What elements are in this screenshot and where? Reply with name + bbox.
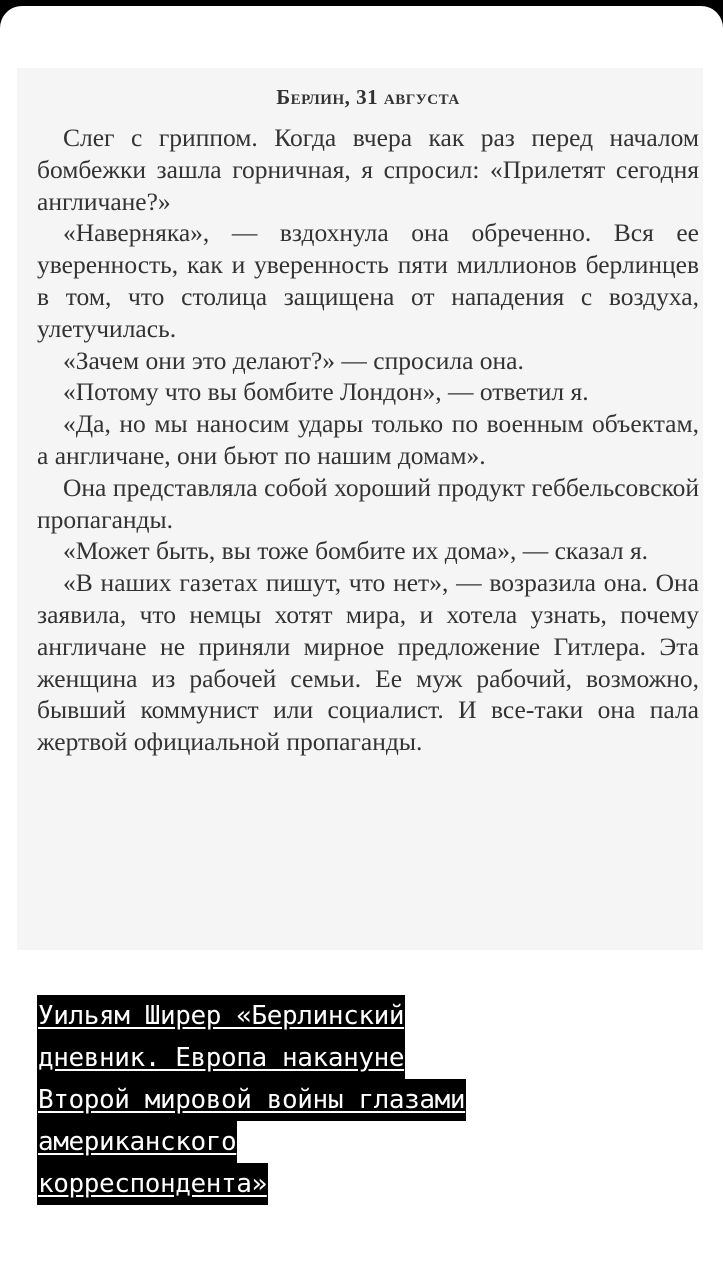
paragraph: «Наверняка», — вздохнула она обреченно. Вся ее уверенность, как и уверенность пяти миллионов берлинцев в том, что столица защищена от нападения с воздуха, улетучилась. <box>37 218 699 343</box>
caption-line: Уильям Ширер «Берлинский <box>37 995 405 1037</box>
page-heading: Берлин, 31 августа <box>276 85 460 109</box>
paragraph: Слег с гриппом. Когда вчера как раз перед началом бомбежки зашла горничная, я спросил: «Прилетят сегодня англичане?» <box>37 123 699 216</box>
caption-line: дневник. Европа накануне <box>37 1037 405 1079</box>
paragraph: Она представляла собой хороший продукт геббельсовской пропаганды. <box>37 472 699 534</box>
caption-line: корреспондента» <box>37 1163 268 1205</box>
paragraph: «Потому что вы бомбите Лондон», — ответил я. <box>63 377 589 407</box>
book-page-text <box>37 82 699 758</box>
paragraph: «Может быть, вы тоже бомбите их дома», — сказал я. <box>63 536 649 566</box>
caption-text <box>37 995 677 1205</box>
story-canvas <box>0 6 723 1280</box>
paragraph: «Зачем они это делают?» — спросила она. <box>63 345 524 375</box>
paragraph: «В наших газетах пишут, что нет», — возразила она. Она заявила, что немцы хотят мира, и хотела узнать, почему англичане не приняли мирное предложение Гитлера. Эта женщина из рабочей семьи. Ее муж рабочий, возможно, бывший коммунист или социалист. И все-таки она пала жертвой официальной пропаганды. <box>37 568 699 757</box>
caption-line: Второй мировой войны глазами <box>37 1079 466 1121</box>
caption-line: американского <box>37 1121 237 1163</box>
book-page-photo <box>17 68 703 950</box>
paragraph: «Да, но мы наносим удары только по военным объектам, а англичане, они бьют по нашим домам». <box>37 409 699 470</box>
